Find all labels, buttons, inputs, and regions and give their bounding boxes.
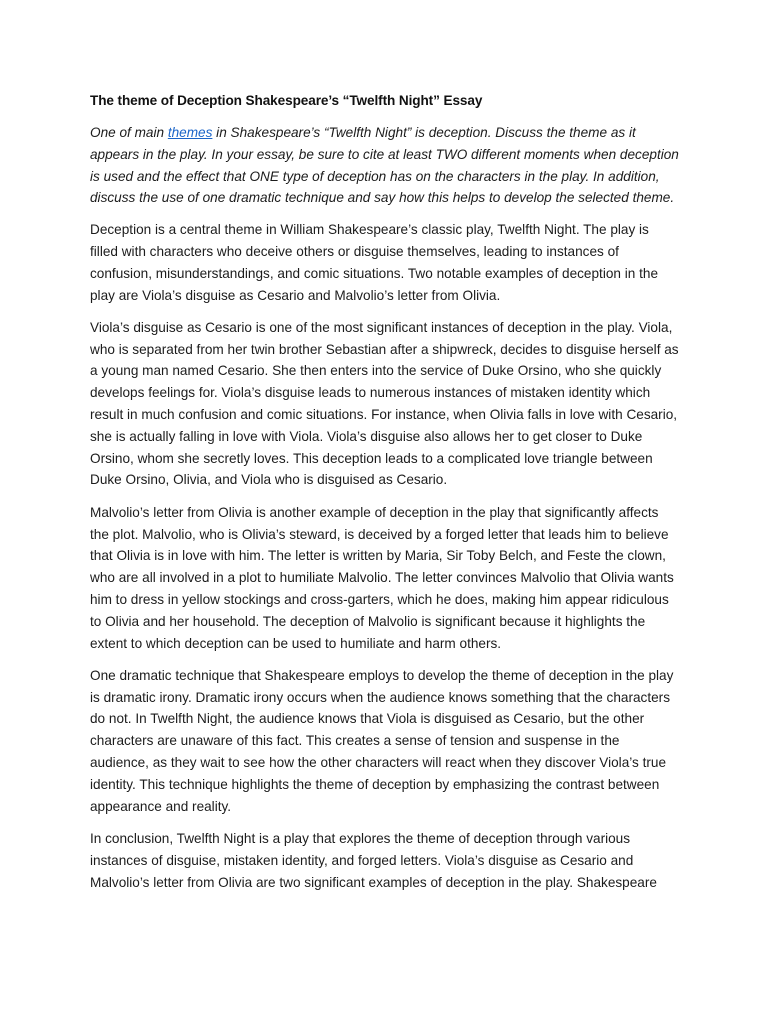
prompt-text-end: in Shakespeare’s “Twelfth Night” is deception. Discuss the theme as it appears in the play. In your essay, be sure to cite at least TWO different moments when deception is used and the effect that ONE type of deception has on the characters in the play. In addition, discuss the use of one dramatic technique and say how this helps to develop the selected theme. — [90, 125, 679, 206]
document-content — [90, 90, 680, 904]
paragraph-malvolio-letter: Malvolio’s letter from Olivia is another example of deception in the play that significantly affects the plot. Malvolio, who is Olivia’s steward, is deceived by a forged letter that leads him to believe that Olivia is in love with him. The letter is written by Maria, Sir Toby Belch, and Feste the clown, who are all involved in a plot to humiliate Malvolio. The letter convinces Malvolio that Olivia wants him to dress in yellow stockings and cross-garters, which he does, making him appear ridiculous to Olivia and her household. The deception of Malvolio is significant because it highlights the extent to which deception can be used to humiliate and harm others. — [90, 504, 674, 651]
paragraph-dramatic-irony: One dramatic technique that Shakespeare employs to develop the theme of deception in the play is dramatic irony. Dramatic irony occurs when the audience knows something that the characters do not. In Twelfth Night, the audience knows that Viola is disguised as Cesario, but the other characters are unaware of this fact. This creates a sense of tension and suspense in the audience, as they wait to see how the other characters will react when they discover Viola’s true identity. This technique highlights the theme of deception by emphasizing the contrast between appearance and reality. — [90, 667, 674, 814]
themes-link[interactable]: themes — [167, 125, 213, 140]
prompt-text-start: One of main — [90, 125, 168, 140]
paragraph-viola-disguise: Viola’s disguise as Cesario is one of the most significant instances of deception in the play. Viola, who is separated from her twin brother Sebastian after a shipwreck, decides to disguise herself as a young man named Cesario. She then enters into the service of Duke Orsino, who she quickly develops feelings for. Viola’s disguise leads to numerous instances of mistaken identity which result in much confusion and comic situations. For instance, when Olivia falls in love with Cesario, she is actually falling in love with Viola. Viola’s disguise also allows her to get closer to Duke Orsino, whom she secretly loves. This deception leads to a complicated love triangle between Duke Orsino, Olivia, and Viola who is disguised as Cesario. — [90, 319, 679, 488]
essay-prompt — [90, 122, 680, 209]
paragraph-introduction: Deception is a central theme in William Shakespeare’s classic play, Twelfth Night. The play is filled with characters who deceive others or disguise themselves, leading to instances of confusion, misunderstandings, and comic situations. Two notable examples of deception in the play are Viola’s disguise as Cesario and Malvolio’s letter from Olivia. — [90, 222, 659, 303]
paragraph-conclusion: In conclusion, Twelfth Night is a play that explores the theme of deception through various instances of disguise, mistaken identity, and forged letters. Viola’s disguise as Cesario and Malvolio’s letter from Olivia are two significant examples of deception in the play. Shakespeare — [90, 830, 657, 890]
essay-title: The theme of Deception Shakespeare’s “Twelfth Night” Essay — [90, 93, 483, 108]
